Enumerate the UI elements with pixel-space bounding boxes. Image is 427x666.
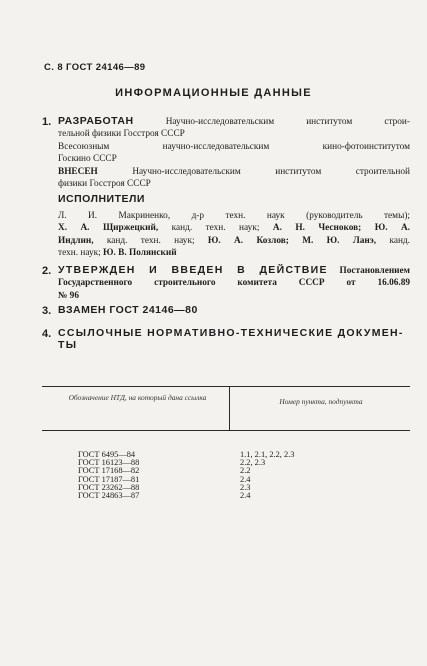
section-1-text-4: Госкино СССР	[58, 154, 117, 165]
section-1-heading: РАЗРАБОТАН	[58, 115, 134, 127]
table-clause-column	[240, 451, 294, 500]
page-header: С. 8 ГОСТ 24146—89	[44, 62, 146, 73]
table-row-clause: 2.2	[240, 466, 251, 476]
section-4-body	[58, 327, 410, 352]
table-row-clause: 2.3	[240, 482, 251, 492]
table-header-doc: Обозначение НТД, на который дана ссылка	[68, 393, 207, 402]
section-3-heading: ВЗАМЕН ГОСТ 24146—80	[58, 304, 198, 316]
executor-line-2: Х. А. Щиржецкий, канд. техн. наук; А. Н. Чесноков; Ю. А.	[58, 223, 410, 234]
section-1-introduced: ВНЕСЕН	[58, 166, 98, 177]
table-row-clause: 2.4	[240, 491, 251, 501]
executor-line-1: Л. И. Макриненко, д-р техн. наук (руководитель темы);	[58, 211, 410, 221]
section-1-text-6: физики Госстроя СССР	[58, 179, 151, 190]
section-2-heading: УТВЕРЖДЕН И ВВЕДЕН В ДЕЙСТВИЕ	[58, 264, 328, 276]
section-2-line-1	[58, 264, 410, 277]
section-1-text-2: тельной физики Госстроя СССР	[58, 129, 185, 140]
table-header-rule	[42, 430, 410, 431]
section-1-number: 1.	[42, 116, 52, 128]
section-2-body	[58, 264, 410, 302]
table-column-divider	[229, 386, 230, 430]
section-2-number: 2.	[42, 265, 52, 277]
table-row-doc: ГОСТ 17187—81	[78, 474, 140, 484]
section-3-body	[58, 304, 410, 316]
executor-line-4: техн. наук; Ю. В. Полянский	[58, 248, 177, 259]
table-row-clause: 2.4	[240, 474, 251, 484]
section-4-heading-2: ТЫ	[58, 339, 78, 352]
section-1-line-5	[58, 166, 410, 178]
table-row-doc: ГОСТ 16123—88	[78, 458, 140, 468]
table-row-clause: 1.1, 2.1, 2.2, 2.3	[240, 450, 295, 459]
table-row-doc: ГОСТ 23262—88	[78, 482, 140, 492]
executors-list	[58, 210, 410, 260]
executors-heading-block	[58, 193, 410, 205]
section-2-text-3: № 96	[58, 290, 79, 301]
section-1-text-5: Научно-исследовательским институтом строительной	[132, 166, 410, 177]
page-title: ИНФОРМАЦИОННЫЕ ДАННЫЕ	[115, 87, 312, 99]
section-2-text-1: Постановлением	[339, 266, 410, 276]
section-1-line-1	[58, 115, 410, 128]
section-2-text-2: Государственного строительного комитета СССР от 16.06.89	[58, 278, 410, 289]
table-header-clause: Номер пункта, подпункта	[279, 397, 363, 406]
table-row-doc: ГОСТ 6495—84	[78, 450, 136, 459]
table-row-clause: 2.2, 2.3	[240, 458, 266, 468]
section-4-number: 4.	[42, 328, 52, 340]
section-1-body	[58, 115, 410, 190]
table-row-doc: ГОСТ 24863—87	[78, 491, 140, 501]
section-1-text-3: Всесоюзным научно-исследовательским кино-фотоинститутом	[58, 141, 410, 152]
section-1-text-1: Научно-исследовательским институтом строи-	[165, 117, 410, 127]
table-top-rule	[42, 386, 410, 387]
table-row-doc: ГОСТ 17168—82	[78, 466, 140, 476]
section-3-number: 3.	[42, 305, 52, 317]
executor-line-3: Индлин, канд. техн. наук; Ю. А. Козлов; М. Ю. Ланэ, канд.	[58, 235, 410, 246]
table-doc-column	[78, 451, 139, 500]
executors-heading: ИСПОЛНИТЕЛИ	[58, 193, 145, 205]
section-4-heading-1: ССЫЛОЧНЫЕ НОРМАТИВНО-ТЕХНИЧЕСКИЕ ДОКУМЕН-	[58, 327, 404, 339]
